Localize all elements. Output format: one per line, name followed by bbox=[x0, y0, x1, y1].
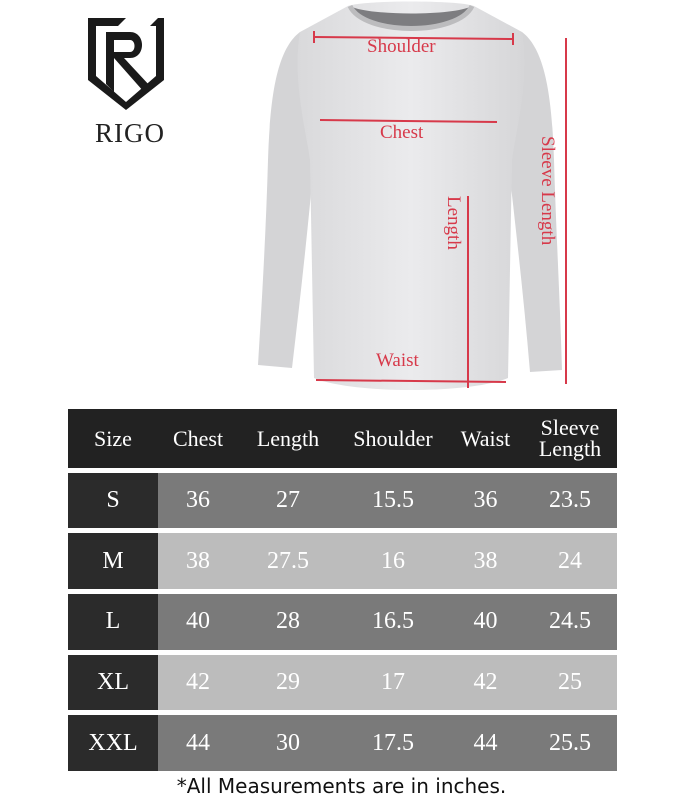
shoulder-cell: 17 bbox=[338, 655, 448, 711]
chest-cell: 42 bbox=[158, 655, 238, 711]
brand-name: RIGO bbox=[95, 118, 165, 148]
header-length: Length bbox=[238, 409, 338, 468]
table-row bbox=[68, 533, 617, 589]
sleeve-cell: 25.5 bbox=[523, 715, 617, 771]
sleeve-cell: 25 bbox=[523, 655, 617, 711]
header-sleeve-length bbox=[523, 409, 617, 468]
waist-cell: 44 bbox=[448, 715, 523, 771]
waist-cell: 42 bbox=[448, 655, 523, 711]
shoulder-cell: 16.5 bbox=[338, 594, 448, 650]
table-row bbox=[68, 715, 617, 771]
table-row bbox=[68, 473, 617, 529]
table-header-row bbox=[68, 409, 617, 468]
table-row bbox=[68, 594, 617, 650]
length-cell: 27 bbox=[238, 473, 338, 529]
header-sleeve-line1: Sleeve bbox=[540, 415, 600, 441]
size-cell: M bbox=[68, 533, 158, 589]
size-chart-table bbox=[68, 409, 617, 771]
table-row bbox=[68, 655, 617, 711]
shoulder-label: Shoulder bbox=[367, 36, 436, 57]
header-sleeve-line2: Length bbox=[538, 436, 602, 462]
rigo-shield-logo-icon bbox=[84, 14, 168, 110]
length-cell: 30 bbox=[238, 715, 338, 771]
length-cell: 28 bbox=[238, 594, 338, 650]
waist-cell: 38 bbox=[448, 533, 523, 589]
chest-cell: 36 bbox=[158, 473, 238, 529]
chest-cell: 44 bbox=[158, 715, 238, 771]
header-chest: Chest bbox=[158, 409, 238, 468]
shoulder-cell: 15.5 bbox=[338, 473, 448, 529]
sleeve-cell: 23.5 bbox=[523, 473, 617, 529]
length-label: Length bbox=[443, 196, 464, 250]
sleeve-length-label: Sleeve Length bbox=[537, 136, 558, 246]
length-cell: 29 bbox=[238, 655, 338, 711]
sleeve-cell: 24.5 bbox=[523, 594, 617, 650]
shoulder-cell: 17.5 bbox=[338, 715, 448, 771]
sleeve-cell: 24 bbox=[523, 533, 617, 589]
waist-cell: 36 bbox=[448, 473, 523, 529]
chest-cell: 40 bbox=[158, 594, 238, 650]
size-cell: XXL bbox=[68, 715, 158, 771]
chest-cell: 38 bbox=[158, 533, 238, 589]
header-shoulder: Shoulder bbox=[338, 409, 448, 468]
long-sleeve-shirt-illustration bbox=[240, 0, 580, 400]
length-cell: 27.5 bbox=[238, 533, 338, 589]
size-cell: XL bbox=[68, 655, 158, 711]
size-cell: S bbox=[68, 473, 158, 529]
shirt-diagram bbox=[240, 0, 580, 400]
waist-label: Waist bbox=[376, 350, 419, 371]
waist-cell: 40 bbox=[448, 594, 523, 650]
measurement-note: *All Measurements are in inches. bbox=[176, 774, 507, 798]
header-size: Size bbox=[68, 409, 158, 468]
chest-label: Chest bbox=[380, 122, 424, 143]
shoulder-cell: 16 bbox=[338, 533, 448, 589]
header-waist: Waist bbox=[448, 409, 523, 468]
brand-logo bbox=[80, 14, 172, 148]
size-cell: L bbox=[68, 594, 158, 650]
